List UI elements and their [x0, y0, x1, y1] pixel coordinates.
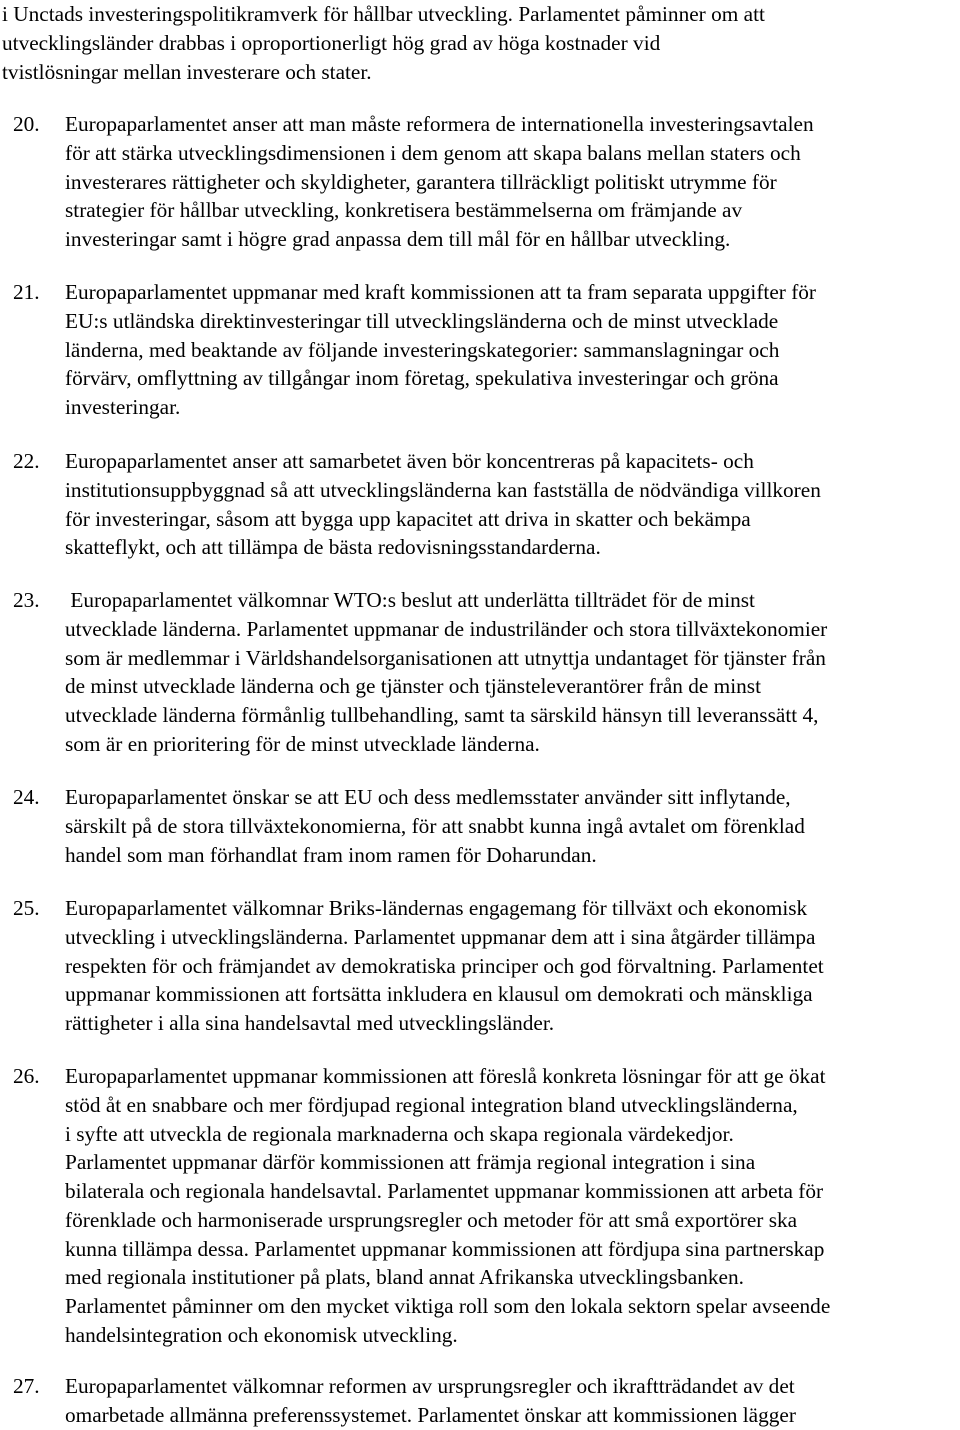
- paragraph-number: 24.: [13, 785, 40, 809]
- text-line: stöd åt en snabbare och mer fördjupad regional integration bland utvecklingsländerna,: [65, 1092, 798, 1117]
- text-line: som är medlemmar i Världshandelsorganisationen att utnyttja undantaget för tjänster från: [65, 645, 826, 670]
- text-line: investeringar.: [65, 395, 181, 419]
- text-line: skatteflykt, och att tillämpa de bästa redovisningsstandarderna.: [65, 535, 601, 560]
- paragraph-20: [0, 110, 960, 254]
- text-line: Parlamentet påminner om den mycket viktiga roll som den lokala sektorn spelar avseende: [65, 1294, 831, 1318]
- paragraph-23: [0, 586, 960, 759]
- text-line: Parlamentet uppmanar därför kommissionen att främja regional integration i sina: [65, 1150, 756, 1175]
- paragraph-27: [0, 1372, 960, 1430]
- paragraph-continuation: [0, 0, 960, 86]
- text-line: utvecklade länderna förmånlig tullbehandling, samt ta särskild hänsyn till leveranssätt 4,: [65, 703, 819, 727]
- text-line: institutionsuppbyggnad så att utvecklingsländerna kan fastställa de nödvändiga villkoren: [65, 477, 821, 502]
- text-line: uppmanar kommissionen att fortsätta inkludera en klausul om demokrati och mänskliga: [65, 982, 813, 1007]
- text-line: länderna, med beaktande av följande investeringskategorier: sammanslagningar och: [65, 337, 780, 362]
- text-line: de minst utvecklade länderna och ge tjänster och tjänsteleverantörer från de minst: [65, 674, 762, 699]
- text-line: förvärv, omflyttning av tillgångar inom företag, spekulativa investeringar och gröna: [65, 366, 779, 391]
- text-line: Europaparlamentet anser att man måste reformera de internationella investeringsavtalen: [65, 112, 814, 136]
- text-line: strategier för hållbar utveckling, konkretisera bestämmelserna om främjande av: [65, 198, 743, 223]
- text-line: Europaparlamentet välkomnar reformen av ursprungsregler och ikraftträdandet av det: [65, 1374, 795, 1398]
- text-line: Europaparlamentet önskar se att EU och dess medlemsstater använder sitt inflytande,: [65, 785, 791, 809]
- text-line: i Unctads investeringspolitikramverk för hållbar utveckling. Parlamentet påminner om att: [2, 2, 765, 26]
- text-line: Europaparlamentet uppmanar med kraft kommissionen att ta fram separata uppgifter för: [65, 280, 817, 304]
- paragraph-number: 21.: [13, 280, 40, 304]
- paragraph-number: 25.: [13, 896, 40, 920]
- text-line: Europaparlamentet anser att samarbetet även bör koncentreras på kapacitets- och: [65, 449, 754, 473]
- text-line: som är en prioritering för de minst utvecklade länderna.: [65, 731, 540, 756]
- paragraph-number: 20.: [13, 112, 40, 136]
- paragraph-24: [0, 783, 960, 869]
- paragraph-22: [0, 447, 960, 562]
- text-line: med regionala institutioner på plats, bland annat Afrikanska utvecklingsbanken.: [65, 1265, 744, 1290]
- text-line: utveckling i utvecklingsländerna. Parlamentet uppmanar dem att i sina åtgärder tillämpa: [65, 924, 816, 949]
- paragraph-number: 26.: [13, 1064, 40, 1088]
- text-line: förenklade och harmoniserade ursprungsregler och metoder för att små exportörer ska: [65, 1207, 798, 1232]
- paragraph-25: [0, 894, 960, 1038]
- text-line: Europaparlamentet välkomnar Briks-ländernas engagemang för tillväxt och ekonomisk: [65, 896, 808, 920]
- text-line: för investeringar, såsom att bygga upp kapacitet att driva in skatter och bekämpa: [65, 506, 751, 531]
- text-line: Europaparlamentet uppmanar kommissionen att föreslå konkreta lösningar för att ge ökat: [65, 1064, 826, 1088]
- text-line: respekten för och främjandet av demokratiska principer och god förvaltning. Parlamentet: [65, 953, 824, 978]
- text-line: Europaparlamentet välkomnar WTO:s beslut att underlätta tillträdet för de minst: [65, 588, 755, 612]
- text-line: omarbetade allmänna preferenssystemet. Parlamentet önskar att kommissionen lägger: [65, 1402, 796, 1427]
- text-line: bilaterala och regionala handelsavtal. Parlamentet uppmanar kommissionen att arbeta för: [65, 1179, 824, 1203]
- text-line: kunna tillämpa dessa. Parlamentet uppmanar kommissionen att fördjupa sina partnerskap: [65, 1236, 825, 1261]
- text-line: utvecklade länderna. Parlamentet uppmanar de industriländer och stora tillväxtekonomier: [65, 616, 828, 641]
- paragraph-21: [0, 278, 960, 422]
- text-line: rättigheter i alla sina handelsavtal med utvecklingsländer.: [65, 1011, 555, 1035]
- text-line: för att stärka utvecklingsdimensionen i dem genom att skapa balans mellan staters och: [65, 140, 801, 165]
- paragraph-number: 23.: [13, 588, 40, 612]
- paragraph-number: 22.: [13, 449, 40, 473]
- paragraph-number: 27.: [13, 1374, 40, 1398]
- text-line: tvistlösningar mellan investerare och stater.: [2, 59, 372, 84]
- text-line: EU:s utländska direktinvesteringar till utvecklingsländerna och de minst utvecklade: [65, 308, 779, 333]
- text-line: i syfte att utveckla de regionala marknaderna och skapa regionala värdekedjor.: [65, 1121, 734, 1146]
- text-line: särskilt på de stora tillväxtekonomierna, för att snabbt kunna ingå avtalet om förenklad: [65, 813, 805, 838]
- text-line: handelsintegration och ekonomisk utveckling.: [65, 1322, 458, 1347]
- text-line: handel som man förhandlat fram inom ramen för Doharundan.: [65, 842, 597, 867]
- paragraph-26: [0, 1062, 960, 1350]
- text-line: investerares rättigheter och skyldigheter, garantera tillräckligt politiskt utrymme för: [65, 169, 777, 194]
- text-line: utvecklingsländer drabbas i oproportionerligt hög grad av höga kostnader vid: [2, 30, 661, 55]
- text-line: investeringar samt i högre grad anpassa dem till mål för en hållbar utveckling.: [65, 227, 731, 251]
